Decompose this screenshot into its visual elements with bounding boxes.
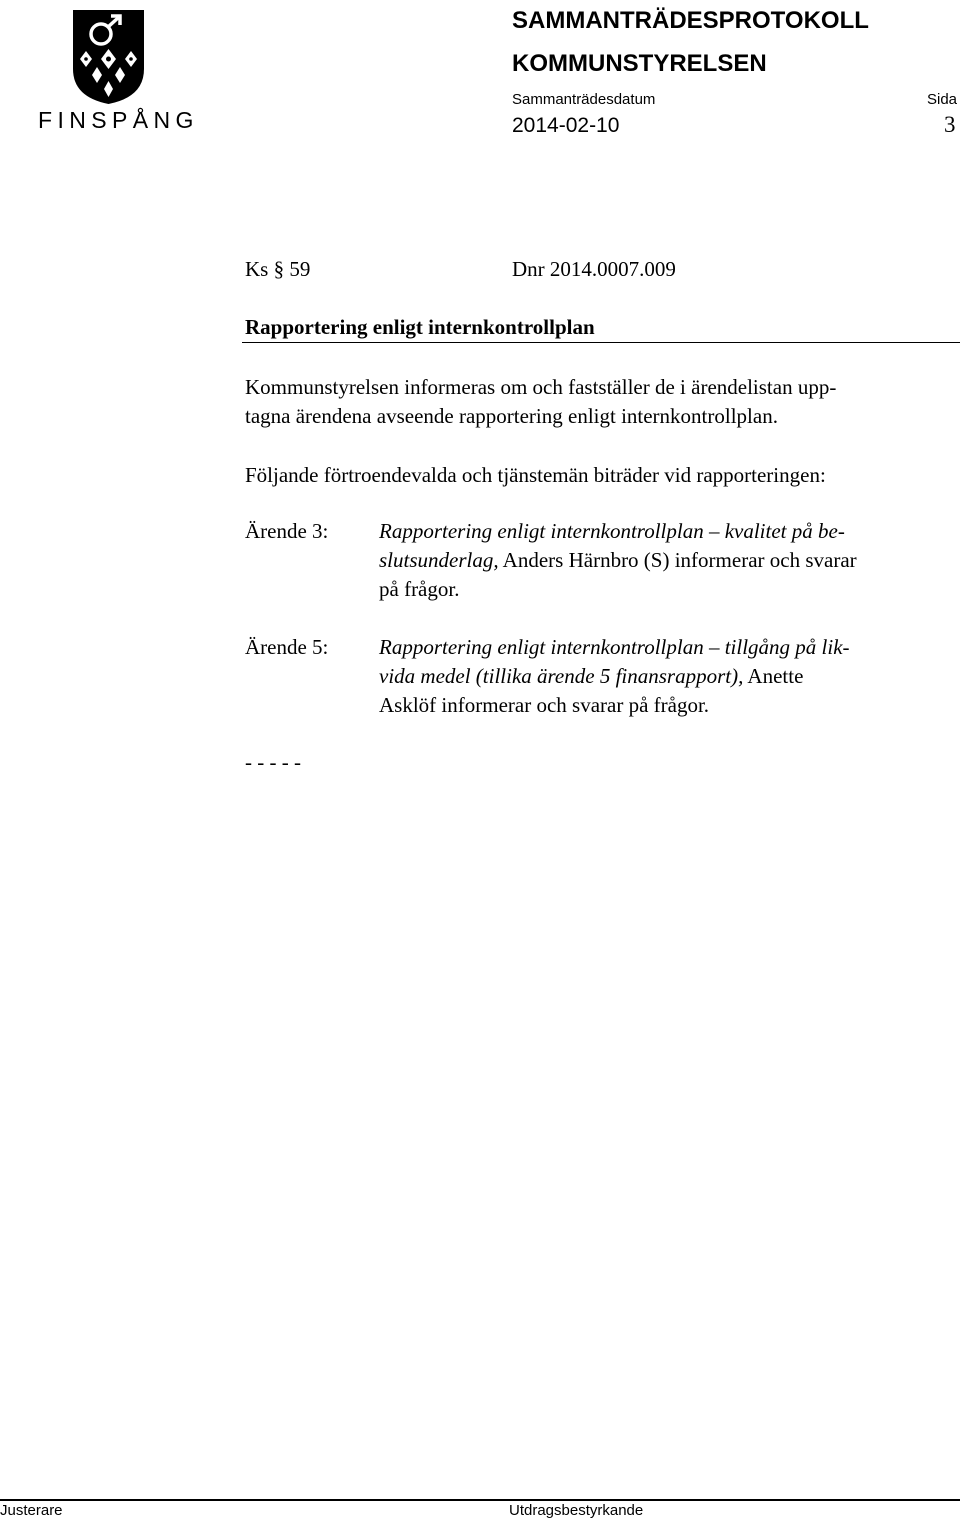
intro-line: Kommunstyrelsen informeras om och fastställer de i ärendelistan upp- <box>245 375 837 399</box>
item-line-italic: vida medel (tillika ärende 5 finansrapport), <box>379 664 744 688</box>
organization-name: KOMMUNSTYRELSEN <box>512 50 767 77</box>
intro-paragraph <box>245 373 836 431</box>
item-line-italic: slutsunderlag, <box>379 548 499 572</box>
item-line-normal: på frågor. <box>379 577 460 601</box>
item-label: Ärende 5: <box>245 635 329 659</box>
footer-divider <box>0 1499 960 1501</box>
meeting-date: 2014-02-10 <box>512 114 620 137</box>
item-line-italic: Rapportering enligt internkontrollplan – kvalitet på be- <box>379 519 845 543</box>
item-line-italic: Rapportering enligt internkontrollplan – tillgång på lik- <box>379 635 850 659</box>
footer-utdragsbestyrkande-label: Utdragsbestyrkande <box>509 1502 644 1519</box>
item-description <box>379 517 857 604</box>
item-line <box>379 546 857 575</box>
item-line-normal: Asklöf informerar och svarar på frågor. <box>379 693 710 717</box>
meeting-date-label: Sammanträdesdatum <box>512 91 656 108</box>
intro-line: tagna ärendena avseende rapportering enligt internkontrollplan. <box>245 404 778 428</box>
item-line-normal: Anders Härnbro (S) informerar och svarar <box>498 548 857 572</box>
coat-of-arms-icon <box>72 9 145 105</box>
municipality-logo-text: FINSPÅNG <box>38 107 199 133</box>
item-line <box>379 633 850 662</box>
document-title: SAMMANTRÄDESPROTOKOLL <box>512 7 869 34</box>
item-line <box>379 575 857 604</box>
item-line <box>379 691 850 720</box>
case-reference: Ks § 59 <box>245 257 311 281</box>
section-heading: Rapportering enligt internkontrollplan <box>245 315 595 339</box>
footer-justerare-label: Justerare <box>0 1502 63 1519</box>
followup-paragraph: Följande förtroendevalda och tjänstemän biträder vid rapporteringen: <box>245 463 826 487</box>
heading-divider <box>242 342 960 343</box>
item-line <box>379 517 857 546</box>
item-line <box>379 662 850 691</box>
item-description <box>379 633 850 720</box>
item-line-normal: Anette <box>743 664 804 688</box>
item-label: Ärende 3: <box>245 519 329 543</box>
page-number: 3 <box>944 112 956 137</box>
case-diary-number: Dnr 2014.0007.009 <box>512 257 676 281</box>
page-label: Sida <box>927 91 958 108</box>
section-end-marker: - - - - - <box>245 750 301 774</box>
